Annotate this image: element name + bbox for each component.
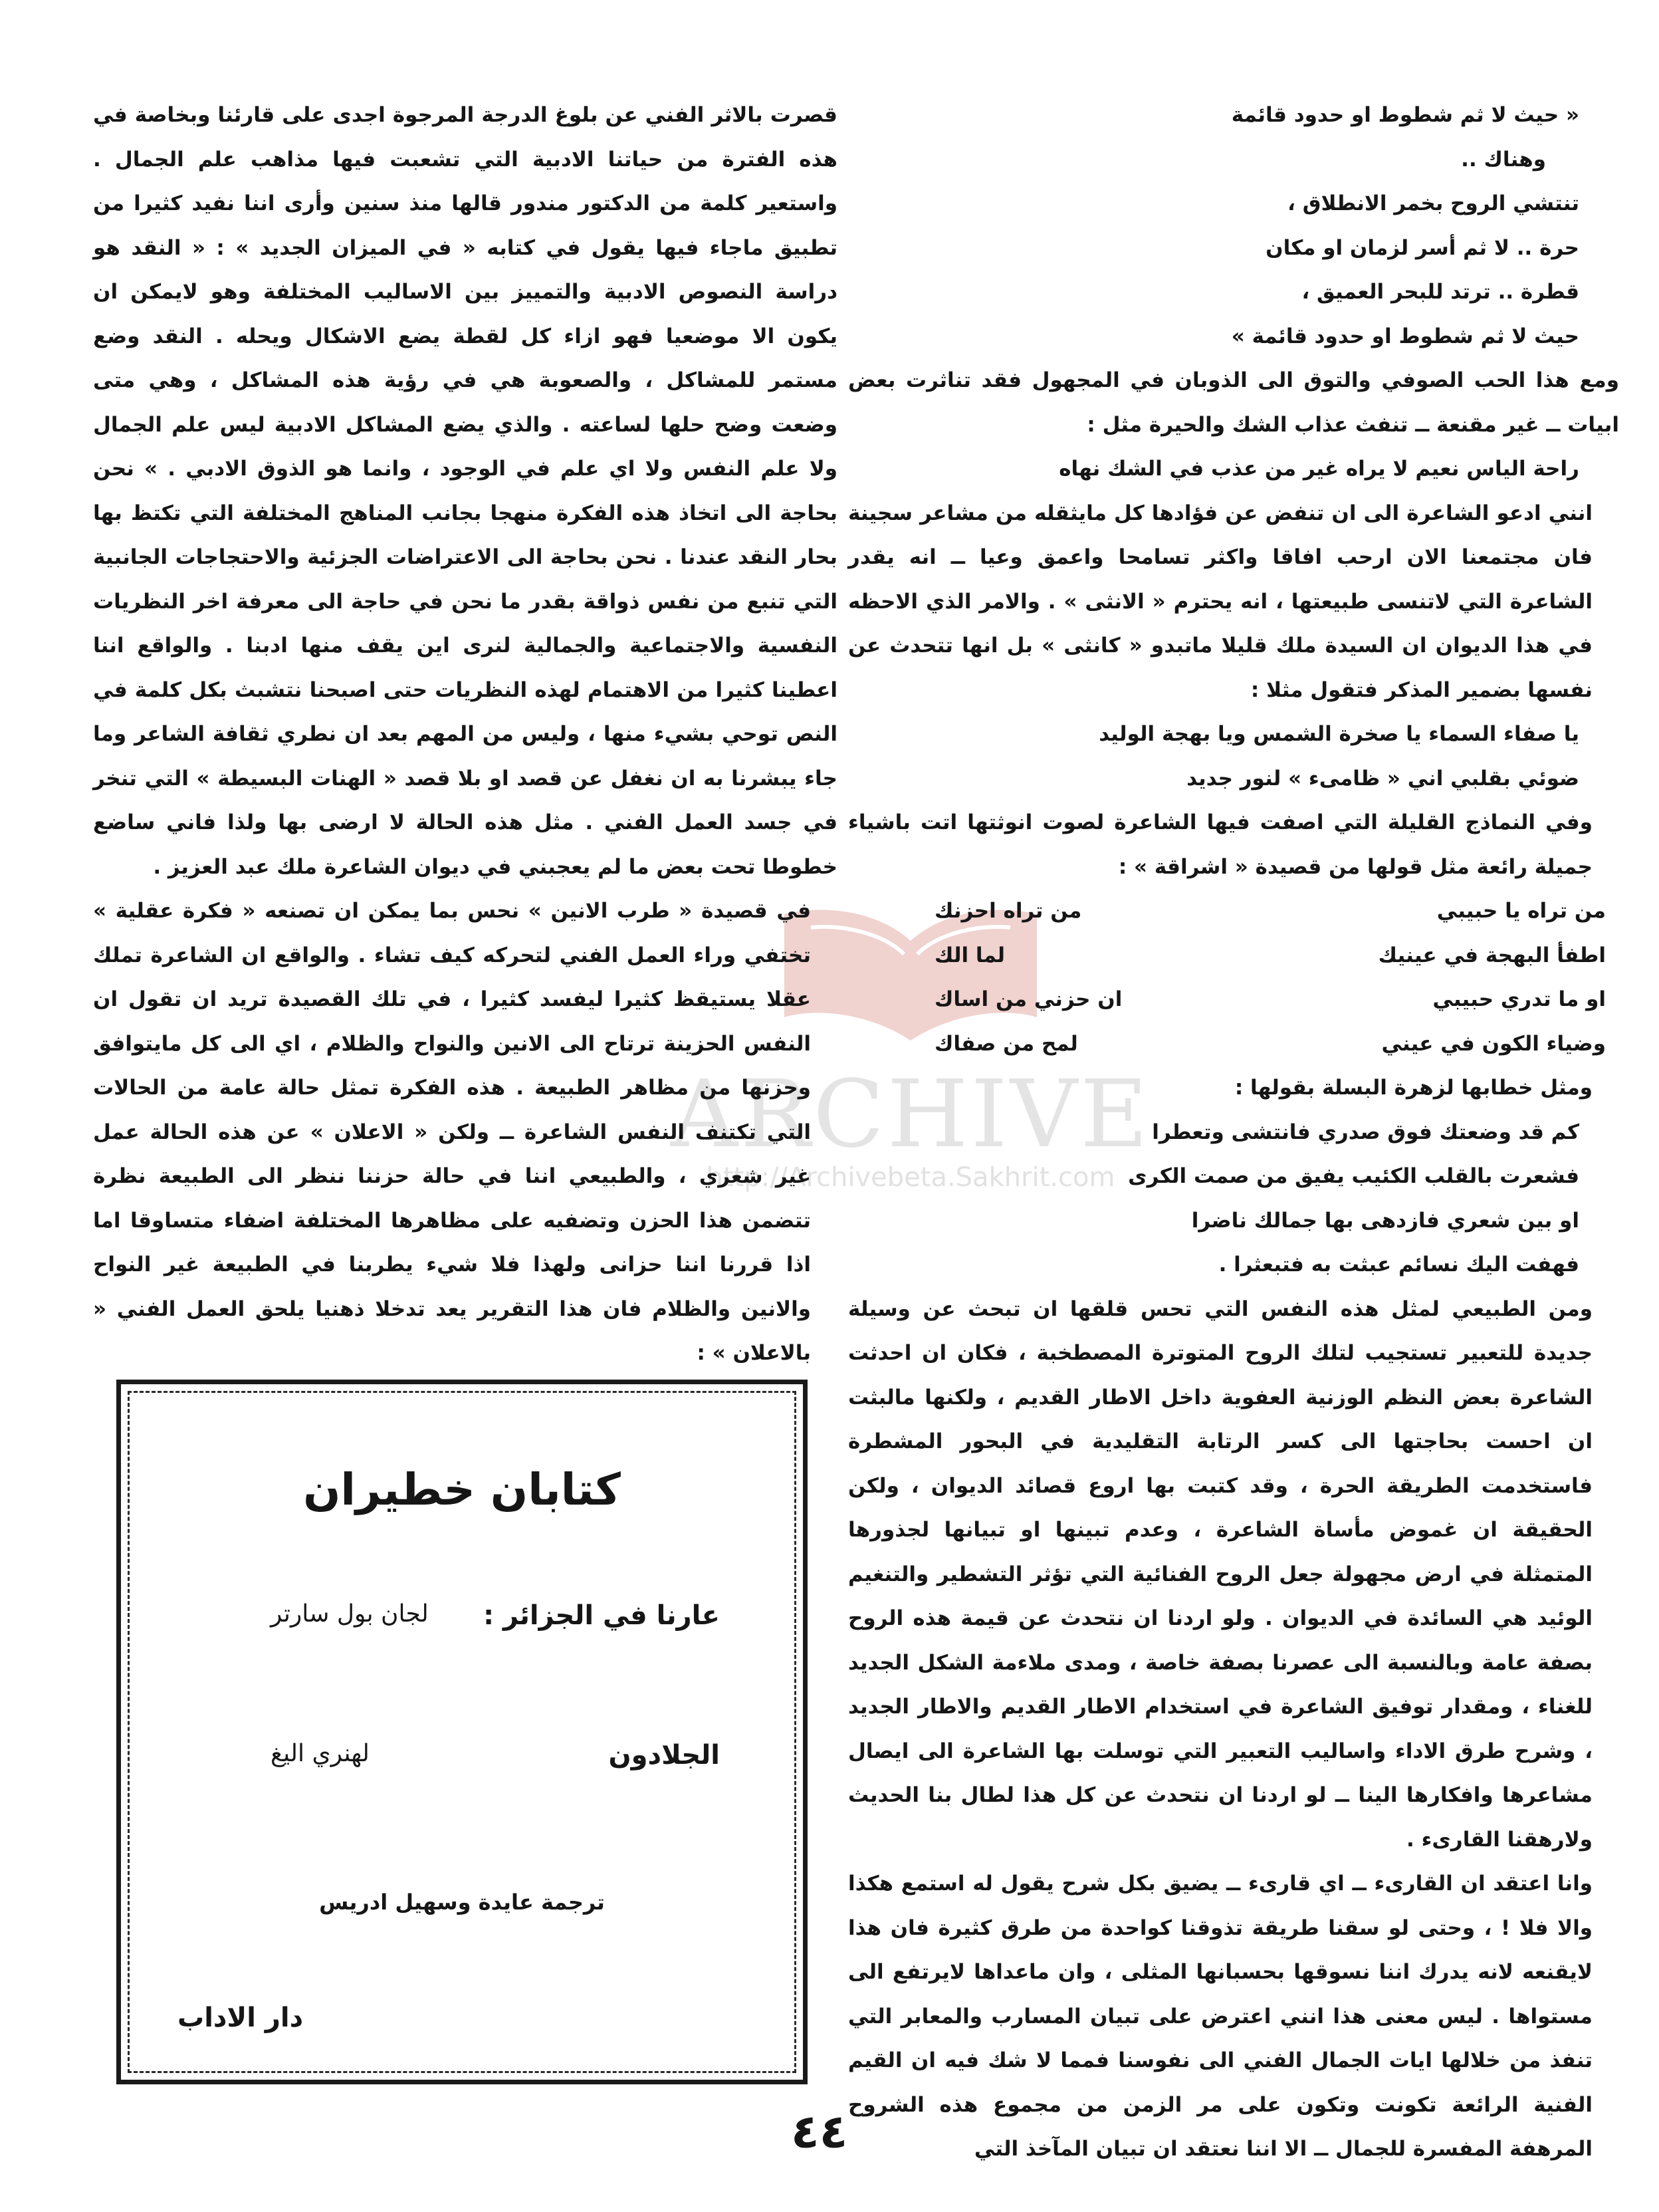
ad-book-title: عارنا في الجزائر :	[483, 1600, 720, 1631]
verse-hemistich: لمح من صفاك	[935, 1031, 1078, 1056]
body-paragraph: ومثل خطابها لزهرة البسلة بقولها :	[1234, 1076, 1593, 1100]
verse-line: قطرة .. ترتد للبحر العميق ،	[1301, 280, 1579, 304]
verse-couplet	[848, 933, 1619, 978]
book-advertisement	[116, 1380, 808, 2084]
page-number: ٤٤	[791, 2104, 848, 2159]
verse-line: « حيث لا ثم شطوط او حدود قائمة	[1231, 103, 1579, 127]
verse-line: تنتشي الروح بخمر الانطلاق ،	[1287, 191, 1579, 215]
watermark-url: http://Archivebeta.Sakhrit.com	[706, 1162, 1115, 1193]
verse-couplet	[848, 889, 1619, 933]
verse-hemistich: ان حزني من اساك	[935, 987, 1123, 1011]
verse-line: وهناك ..	[1461, 147, 1546, 172]
verse-hemistich: لما الك	[935, 943, 1005, 967]
verse-line: فهفت اليك نسائم عبثت به فتبعثرا .	[1218, 1253, 1579, 1277]
verse-couplet	[848, 1022, 1619, 1066]
verse-hemistich: اطفأ البهجة في عينيك	[1378, 943, 1606, 967]
verse-couplet	[848, 977, 1619, 1022]
body-paragraph: وانا اعتقد ان القارىء ــ اي قارىء ــ يضيق بكل شرح يقول له استمع هكذا والا فلا ! ، وحتى لو سقنا طريقة تذوقنا كواحدة من طرق كثيرة فان هذا لايقنعه لانه يدرك اننا نسوقها بحسبانها المثلى ، وان ماعداها لايرتفع الى مستواها . ليس معنى هذا انني اعترض على تبيان المسارب والمعابر التي تنفذ من خلالها ايات الجمال الفني الى نفوسنا فمما لا شك فيه ان القيم الفنية الرائعة تكونت وتكون على مر الزمن من مجموع هذه الشروح المرهفة المفسرة للجمال ــ الا اننا نعتقد ان تبيان المآخذ التي	[848, 1872, 1593, 2161]
ad-title: كتابان خطيران	[303, 1464, 621, 1515]
left-column	[93, 93, 837, 1376]
verse-line: حرة .. لا ثم أسر لزمان او مكان	[1266, 235, 1579, 260]
verse-line: كم قد وضعتك فوق صدري فانتشى وتعطرا	[1152, 1120, 1579, 1144]
ad-translators: ترجمة عايدة وسهيل ادريس	[319, 1890, 605, 1915]
right-column	[848, 93, 1619, 2171]
watermark-text: ARCHIVE	[670, 1060, 1151, 1169]
verse-hemistich: او ما تدري حبيبي	[1432, 987, 1606, 1011]
body-paragraph: في قصيدة « طرب الانين » نحس بما يمكن ان تصنعه « فكرة عقلية » تختفي وراء العمل الفني لتحركه كيف تشاء . والواقع ان الشاعرة تملك عقلا يستيقظ كثيرا ليفسد كثيرا ، في تلك القصيدة تريد ان تقول ان النفس الحزينة ترتاح الى الانين والنواح والظلام ، اي الى كل مايتوافق وحزنها من مظاهر الطبيعة . هذه الفكرة تمثل حالة عامة من الحالات التي تكتنف النفس الشاعرة ــ ولكن « الاعلان » عن هذه الحالة عمل غير شعري ، والطبيعي اننا في حالة حزننا ننظر الى الطبيعة نظرة تتضمن هذا الحزن وتضفيه على مظاهرها المختلفة اضفاء متساوقا اما اذا قررنا اننا حزانى ولهذا فلا شيء يطربنا في الطبيعة غير النواح والانين والظلام فان هذا التقرير يعد تدخلا ذهنيا يلحق العمل الفني « بالاعلان » :	[93, 899, 811, 1365]
verse-line: او بين شعري فازدهى بها جمالك ناضرا	[1191, 1208, 1579, 1233]
verse-line: يا صفاء السماء يا صخرة الشمس ويا بهجة الوليد	[1099, 722, 1579, 746]
verse-line: فشعرت بالقلب الكئيب يفيق من صمت الكرى	[1128, 1164, 1579, 1188]
verse-hemistich: من تراه يا حبيبي	[1436, 899, 1606, 923]
ad-book-author: لجان بول سارتر	[271, 1600, 429, 1628]
body-paragraph: انني ادعو الشاعرة الى ان تنفض عن فؤادها كل مايثقله من مشاعر سجينة فان مجتمعنا الان ارحب افاقا واكثر تسامحا واعمق وعيا ــ انه يقدر الشاعرة التي لاتنسى طبيعتها ، انه يحترم « الانثى » . والامر الذي الاحظه في هذا الديوان ان السيدة ملك قليلا ماتبدو « كانثى » بل انها تتحدث عن نفسها بضمير المذكر فتقول مثلا :	[848, 501, 1593, 702]
body-paragraph: ومن الطبيعي لمثل هذه النفس التي تحس قلقها ان تبحث عن وسيلة جديدة للتعبير تستجيب لتلك الروح المتوترة المصطخبة ، فكان ان احدثت الشاعرة بعض النظم الوزنية العفوية داخل الاطار القديم ، ولكنها مالبثت ان احست بحاجتها الى كسر الرتابة التقليدية في البحور المشطرة فاستخدمت الطريقة الحرة ، وقد كتبت بها اروع قصائد الديوان ، ولكن الحقيقة ان غموض مأساة الشاعرة ، وعدم تبينها او تبيانها لجذورها المتمثلة في ارض مجهولة جعل الروح الفنائية التي تؤثر التشطير والتنغيم الوئيد هي السائدة في الديوان . ولو اردنا ان نتحدث عن قيمة هذه الروح بصفة عامة وبالنسبة الى عصرنا بصفة خاصة ، ومدى ملاءمة الشكل الجديد للغناء ، ومقدار توفيق الشاعرة في استخدام الاطار القديم والاطار الجديد ، وشرح طرق الاداء واساليب التعبير التي توسلت بها الشاعرة الى ايصال مشاعرها وافكارها الينا ــ لو اردنا ان نتحدث عن كل هذا لطال بنا الحديث ولارهقنا القارىء .	[848, 1296, 1593, 1852]
verse-hemistich: من تراه احزنك	[935, 899, 1082, 923]
ad-publisher: دار الاداب	[177, 2003, 304, 2033]
verse-hemistich: وضياء الكون في عيني	[1381, 1031, 1606, 1056]
ad-book-author: لهنري اليغ	[271, 1740, 370, 1767]
body-paragraph: وفي النماذج القليلة التي اصفت فيها الشاعرة لصوت انوثتها اتت باشياء جميلة رائعة مثل قولها من قصيدة « اشراقة » :	[848, 810, 1593, 879]
body-paragraph: ومع هذا الحب الصوفي والتوق الى الذوبان في المجهول فقد تناثرت بعض ابيات ــ غير مقنعة ــ تنفث عذاب الشك والحيرة مثل :	[848, 368, 1619, 437]
verse-line: حيث لا ثم شطوط او حدود قائمة »	[1231, 324, 1579, 348]
ad-book-title: الجلادون	[608, 1740, 720, 1771]
body-paragraph: قصرت بالاثر الفني عن بلوغ الدرجة المرجوة اجدى على قارئنا وبخاصة في هذه الفترة من حياتنا الادبية التي تشعبت فيها مذاهب علم الجمال . واستعير كلمة من الدكتور مندور قالها منذ سنين وأرى اننا نفيد كثيرا من تطبيق ماجاء فيها يقول في كتابه « في الميزان الجديد » : « النقد هو دراسة النصوص الادبية والتمييز بين الاساليب المختلفة وهو لايمكن ان يكون الا موضعيا فهو ازاء كل لقطة يضع الاشكال ويحله . النقد وضع مستمر للمشاكل ، والصعوبة هي في رؤية هذه المشاكل ، وهي متى وضعت وضح حلها لساعته . والذي يضع المشاكل الادبية ليس علم الجمال ولا علم النفس ولا اي علم في الوجود ، وانما هو الذوق الادبي . » نحن بحاجة الى اتخاذ هذه الفكرة منهجا بجانب المناهج المختلفة التي تكتظ بها بحار النقد عندنا . نحن بحاجة الى الاعتراضات الجزئية والاحتجاجات الجانبية التي تنبع من نفس ذواقة بقدر ما نحن في حاجة الى معرفة اخر النظريات النفسية والاجتماعية والجمالية لنرى اين يقف منها ادبنا . والواقع اننا اعطينا كثيرا من الاهتمام لهذه النظريات حتى اصبحنا نتشبث بكل كلمة في النص توحي بشيء منها ، وليس من المهم بعد ان نطري ثقافة الشاعر وما جاء يبشرنا به ان نغفل عن قصد او بلا قصد « الهنات البسيطة » التي تنخر في جسد العمل الفني . مثل هذه الحالة لا ارضى بها ولذا فاني ساضع خطوطا تحت بعض ما لم يعجبني في ديوان الشاعرة ملك عبد العزيز .	[93, 103, 837, 879]
verse-line: راحة الياس نعيم لا يراه غير من عذب في الشك نهاه	[1059, 457, 1579, 481]
verse-line: ضوئي بقلبي اني « ظامىء » لنور جديد	[1186, 766, 1579, 791]
